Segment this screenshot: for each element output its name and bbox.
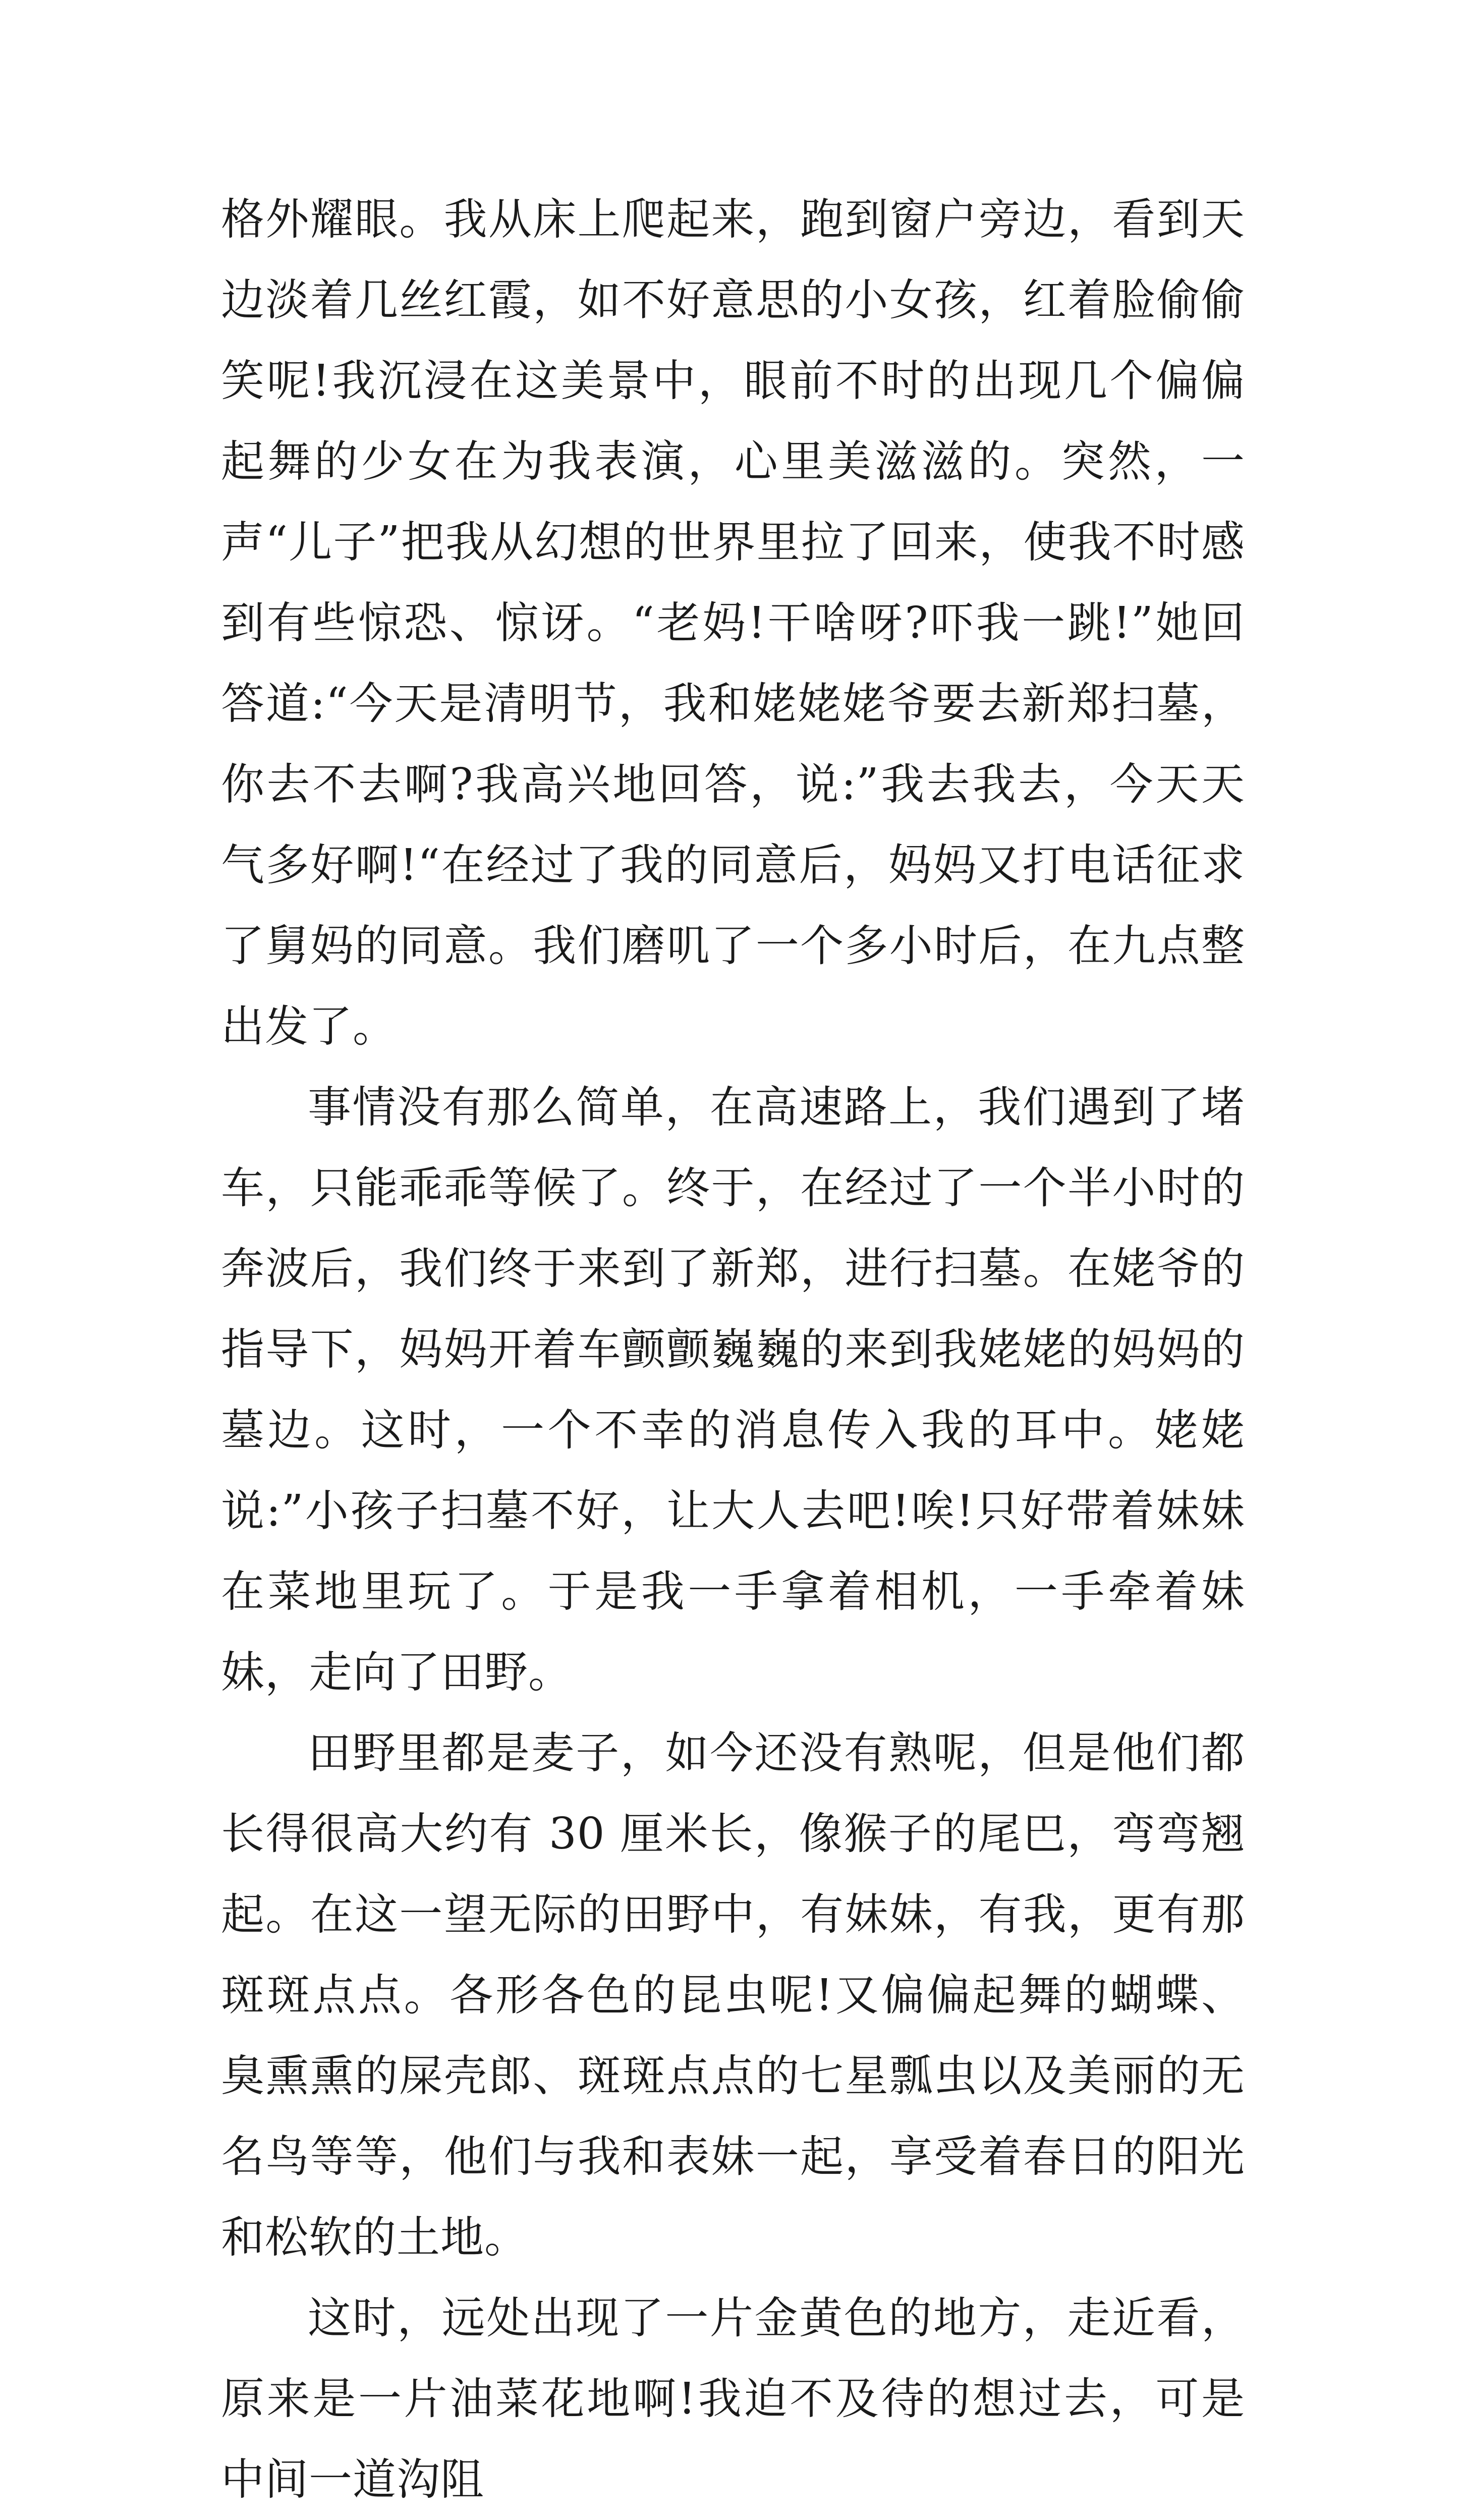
document-body	[221, 179, 1245, 2520]
paragraph-2: 事情没有那么简单，在高速路上，我们遇到了堵车，只能乖乖等候了。终于，在经过了一个半小时的奔波后，我们终于来到了新郑，进行扫墓。在姥爷的指导下，妈妈开着车颤颤巍巍的来到我姥姥的妈妈的墓边。这时，一个不幸的消息传入我的耳中。姥姥说:”小孩子扫墓不好，让大人去吧!唉!只好带着妹妹在菜地里玩了。于是我一手拿着相机，一手牵着妹妹，走向了田野。	[221, 1082, 1245, 1698]
paragraph-3: 田野里都是麦子，如今还没有熟呢，但是他们都长得很高大约有 30 厘米长，像猴子的尾巴，弯弯翘起。在这一望无际的田野中，有妹妹，有我，更有那斑斑点点。各形各色的昆虫呢!又偏偏起舞的蝴蝶、臭熏熏的屎壳郎、斑斑点点的七星瓢虫以及美丽的无名鸟等等，他们与我和表妹一起，享受着春日的阳光和松软的土地。	[221, 1728, 1245, 2263]
paragraph-4: 这时，远处出现了一片金黄色的地方，走近看，原来是一片油菜花地啊!我迫不及待的想过去，可是中间一道沟阻	[221, 2293, 1245, 2505]
paragraph-1: 格外耀眼。我从床上爬起来，跑到窗户旁边，看到天边淡着几丝红霞，如不好意思的小女孩，红着脸偷偷笑呢!我沉浸在这美景中，眼前不时的出现几个偏偏起舞的少女在为我表演，心里美滋滋的。突然，一声“儿子”把我从幻想的世界里拉了回来，使我不时感到有些惊恐、惊讶。“老妈!干啥呀?吓我一跳!”她回答道:“今天是清明节，我和姥姥姥爷要去新郑扫墓，你去不去啊?我高兴地回答，说:”我去我去，今天天气多好啊!“在经过了我的同意后，妈妈又打电话征求了舅妈的同意。我们磨叽了一个多小时后，在九点整出发了。	[221, 194, 1245, 1052]
